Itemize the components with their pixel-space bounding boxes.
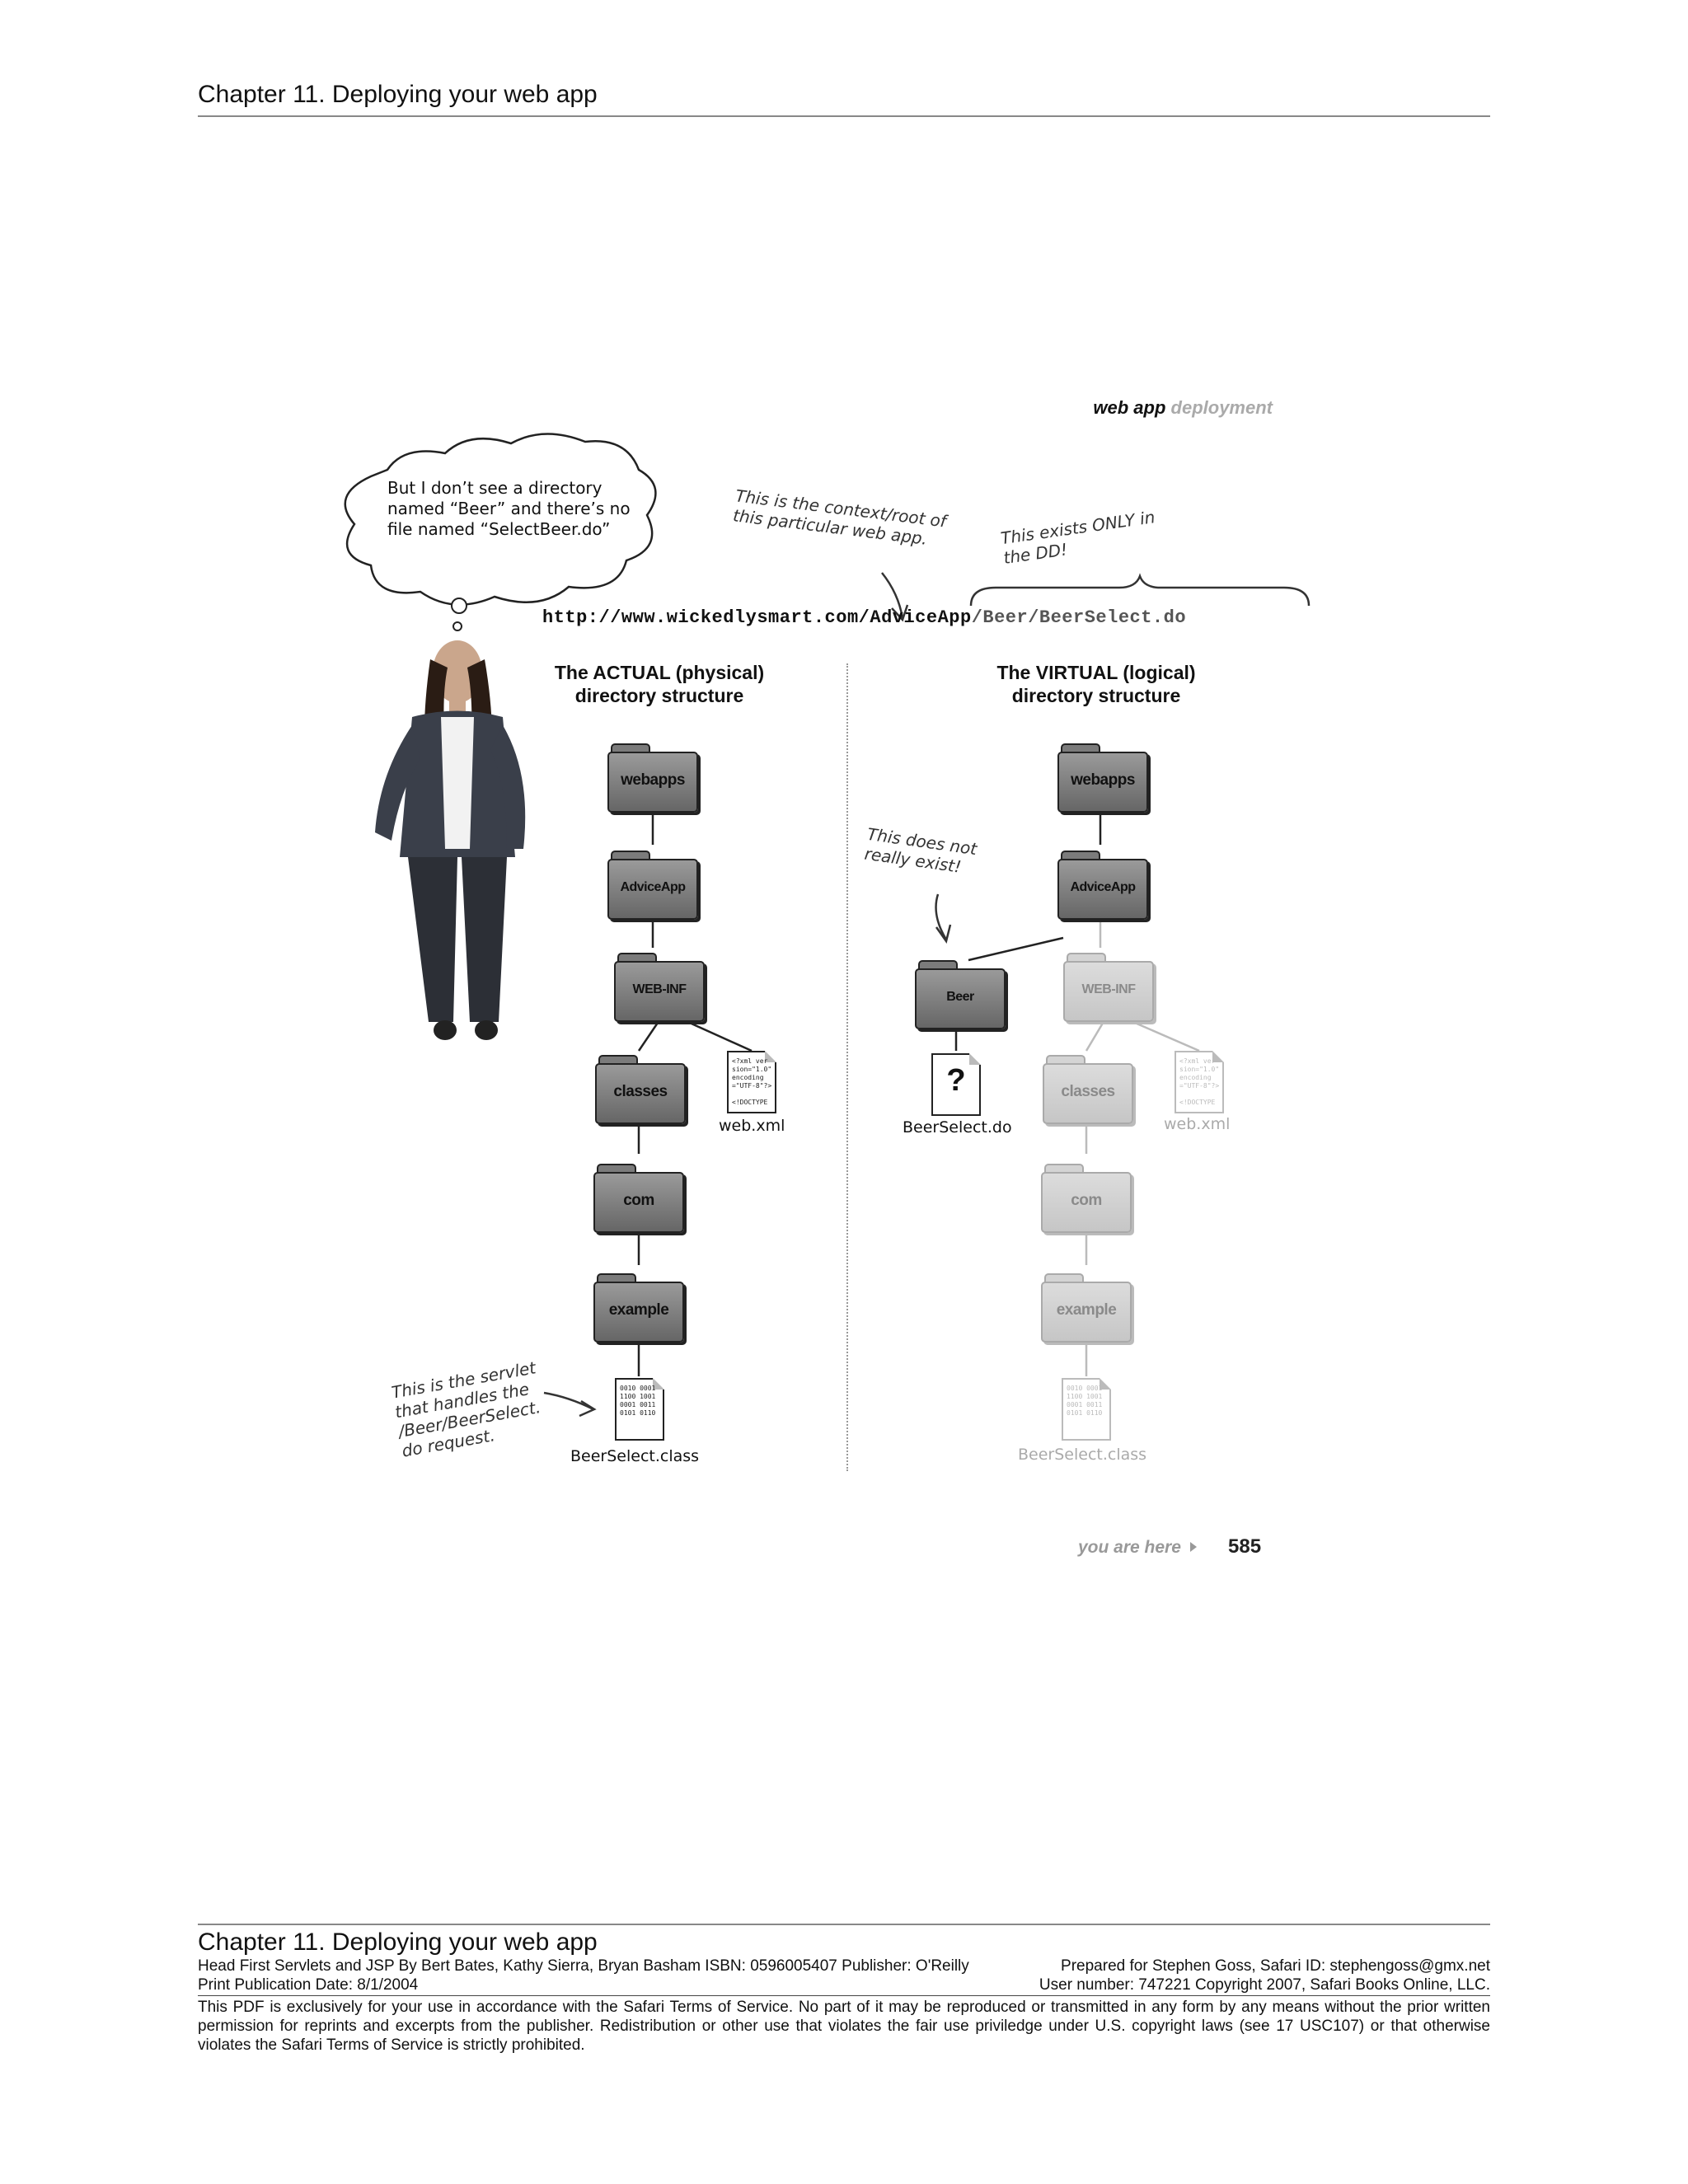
actual-web-xml-doc-icon: <?xml ver sion="1.0" encoding ="UTF-8"?> <!DOCTYPE (727, 1051, 776, 1113)
pager-arrow-icon (1190, 1542, 1197, 1552)
you-are-here: you are here (1078, 1538, 1181, 1557)
virtual-folder-web-inf: WEB-INF (1063, 953, 1154, 1020)
dd-only-note: This exists ONLY in the DD! (999, 507, 1156, 568)
actual-folder-webapps: webapps (607, 743, 698, 811)
virtual-folder-webapps: webapps (1057, 743, 1148, 811)
actual-folder-classes: classes (595, 1055, 686, 1122)
actual-folder-com: com (593, 1164, 684, 1231)
actual-folder-web-inf: WEB-INF (614, 953, 705, 1020)
virtual-do-label: BeerSelect.do (903, 1118, 1012, 1137)
actual-heading (503, 661, 816, 707)
servlet-note: This is the servlet that handles the /Beer/BeerSelect. do request. (390, 1357, 542, 1461)
actual-class-label: BeerSelect.class (570, 1447, 700, 1465)
virtual-web-xml-doc-icon: <?xml ver sion="1.0" encoding ="UTF-8"?> <!DOCTYPE (1175, 1051, 1224, 1113)
context-root-note: This is the context/root of this particular web app. (732, 485, 948, 549)
actual-class-doc-icon: 0010 0001 1100 1001 0001 0011 0101 0110 (615, 1378, 664, 1441)
footer-rule-bottom (198, 1995, 1490, 1996)
virtual-class-doc-icon: 0010 0001 1100 1001 0001 0011 0101 0110 (1062, 1378, 1111, 1441)
virtual-folder-adviceapp: AdviceApp (1057, 851, 1148, 918)
url-base: http://www.wickedlysmart.com/AdviceApp (542, 607, 972, 628)
virtual-heading-line2: directory structure (1011, 685, 1181, 706)
not-exist-note: This does not really exist! (863, 823, 978, 877)
virtual-do-doc-icon: ? (931, 1053, 981, 1116)
thought-dot-1 (452, 598, 467, 613)
virtual-heading-line1: The VIRTUAL (logical) (996, 662, 1196, 683)
dd-brace (971, 576, 1309, 606)
chapter-title: Chapter 11. Deploying your web app (198, 81, 598, 108)
request-url (542, 607, 1186, 628)
actual-folder-example: example (593, 1273, 684, 1341)
thought-dot-2 (453, 622, 462, 630)
footer-chapter-title: Chapter 11. Deploying your web app (198, 1929, 598, 1956)
section-label-part1: web app (1093, 397, 1166, 418)
footer-user-number: User number: 747221 Copyright 2007, Safari Books Online, LLC. (1039, 1976, 1490, 1994)
actual-heading-line2: directory structure (574, 685, 744, 706)
virtual-folder-com: com (1041, 1164, 1132, 1231)
virtual-heading (940, 661, 1253, 707)
url-tail: /Beer/BeerSelect.do (971, 607, 1187, 628)
virtual-folder-example: example (1041, 1273, 1132, 1341)
virtual-class-label: BeerSelect.class (1018, 1446, 1147, 1464)
actual-folder-adviceapp: AdviceApp (607, 851, 698, 918)
virtual-folder-beer: Beer (915, 960, 1006, 1028)
column-divider (846, 663, 848, 1471)
footer-book-info: Head First Servlets and JSP By Bert Bates, Kathy Sierra, Bryan Basham ISBN: 0596005407 Publisher: O'Reilly (198, 1957, 969, 1975)
footer-rule-top (198, 1924, 1490, 1925)
footer-pub-date: Print Publication Date: 8/1/2004 (198, 1976, 419, 1994)
virtual-web-xml-label: web.xml (1164, 1115, 1231, 1133)
actual-web-xml-label: web.xml (719, 1117, 785, 1135)
footer-prepared-for: Prepared for Stephen Goss, Safari ID: stephengoss@gmx.net (1061, 1957, 1490, 1975)
virtual-folder-classes: classes (1043, 1055, 1133, 1122)
actual-heading-line1: The ACTUAL (physical) (554, 662, 765, 683)
page-number: 585 (1228, 1535, 1262, 1558)
section-label-part2: deployment (1170, 397, 1273, 418)
footer-pub-line (198, 1975, 1490, 1994)
footer-book-line (198, 1957, 1490, 1975)
footer-notice: This PDF is exclusively for your use in accordance with the Safari Terms of Service. No part of it may be reproduced or transmitted in any form by any means without the prior written permission for reprints and excerpts from the publisher. Redistribution or other use that violates the fair use priviledge under U.S. copyright laws (see 17 USC107) or that otherwise violates the Safari Terms of Service is strictly prohibited. (198, 1999, 1490, 2054)
thought-bubble-text: But I don’t see a directory named “Beer” and there’s no file named “SelectBeer.do” (387, 478, 631, 539)
